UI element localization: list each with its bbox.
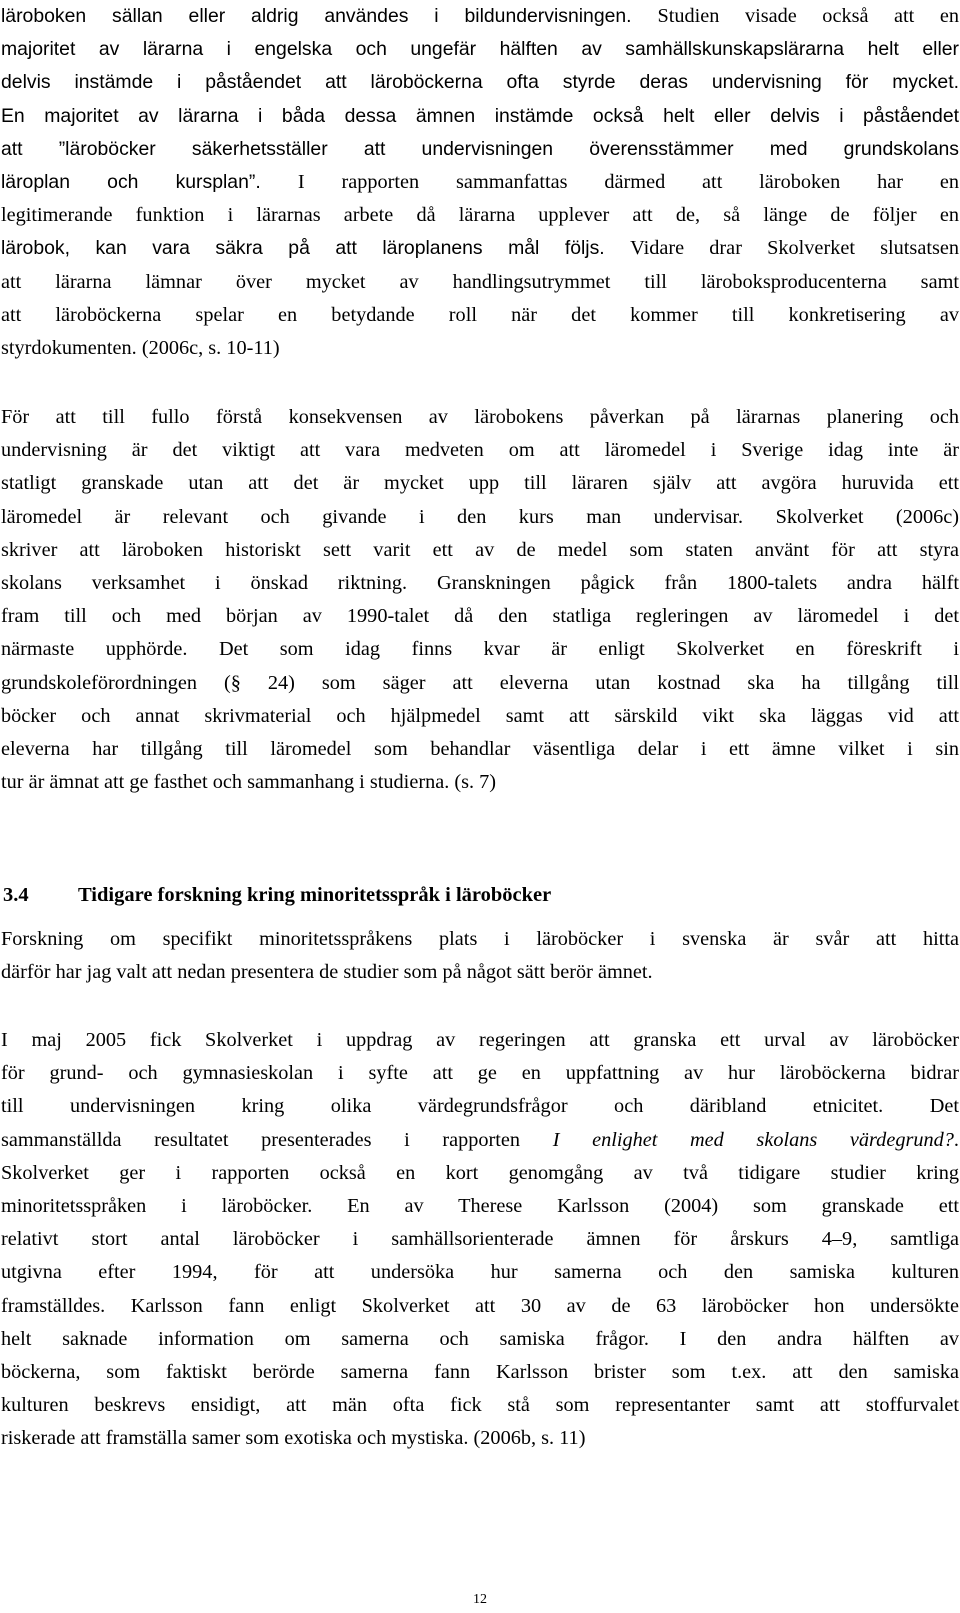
text-line bbox=[1, 1024, 959, 1057]
text-line bbox=[1, 1057, 959, 1090]
text-line bbox=[1, 534, 959, 567]
text-run: Vidare drar Skolverket slutsatsen bbox=[630, 237, 959, 260]
text-run: läroplan och kursplan”. bbox=[1, 170, 298, 193]
text-run: helt saknade information om samerna och samiska frågor. I den andra hälften av bbox=[1, 1327, 959, 1350]
text-line bbox=[1, 733, 959, 766]
section-heading bbox=[1, 878, 959, 912]
text-run: utgivna efter 1994, för att undersöka hur samerna och den samiska kulturen bbox=[1, 1261, 959, 1284]
text-run: sammanställda resultatet presenterades i rapporten bbox=[1, 1128, 553, 1151]
text-line bbox=[1, 1389, 959, 1422]
text-line bbox=[1, 266, 959, 299]
italic-title: I enlighet med skolans värdegrund? bbox=[552, 1128, 954, 1151]
text-line bbox=[1, 600, 959, 633]
text-line bbox=[1, 332, 959, 365]
text-run: skriver att läroboken historiskt sett varit ett av de medel som staten använt för att styra bbox=[1, 538, 959, 561]
text-line bbox=[1, 667, 959, 700]
text-run: för grund- och gymnasieskolan i syfte att ge en uppfattning av hur läroböckerna bidrar bbox=[1, 1062, 959, 1085]
text-line bbox=[1, 1290, 959, 1323]
text-line bbox=[1, 956, 959, 989]
paragraph-1 bbox=[1, 0, 959, 365]
text-run: I maj 2005 fick Skolverket i uppdrag av regeringen att granska ett urval av läroböcker bbox=[1, 1029, 959, 1051]
text-run: . bbox=[953, 1128, 959, 1151]
text-line bbox=[1, 700, 959, 733]
text-run: att ”läroböcker säkerhetsställer att undervisningen överensstämmer med grundskolans bbox=[1, 137, 959, 160]
section-number: 3.4 bbox=[3, 884, 29, 906]
text-run: tur är ämnat att ge fasthet och sammanhang i studierna. (s. 7) bbox=[1, 771, 497, 794]
text-line bbox=[1, 923, 959, 956]
text-run: majoritet av lärarna i engelska och ungefär hälften av samhällskunskapslärarna helt eller bbox=[1, 38, 959, 61]
text-line bbox=[1, 1157, 959, 1190]
text-line bbox=[1, 1356, 959, 1389]
text-run: Skolverket ger i rapporten också en kort genomgång av två tidigare studier kring bbox=[1, 1161, 959, 1184]
paragraph-3 bbox=[1, 923, 959, 989]
text-line bbox=[1, 766, 959, 799]
text-run: styrdokumenten. (2006c, s. 10-11) bbox=[1, 336, 280, 359]
text-run: delvis instämde i påståendet att läroböckerna ofta styrde deras undervisning för mycket. bbox=[1, 71, 959, 94]
text-line bbox=[1, 1422, 959, 1455]
text-run: relativt stort antal läroböcker i samhällsorienterade ämnen för årskurs 4–9, samtliga bbox=[1, 1228, 959, 1251]
text-line bbox=[1, 232, 959, 265]
page-number: 12 bbox=[473, 1592, 487, 1607]
text-line bbox=[1, 567, 959, 600]
text-run: grundskoleförordningen (§ 24) som säger att eleverna utan kostnad ska ha tillgång till bbox=[1, 671, 959, 694]
text-line bbox=[1, 1090, 959, 1123]
text-line bbox=[1, 633, 959, 666]
section-title: Tidigare forskning kring minoritetsspråk i läroböcker bbox=[78, 884, 552, 906]
text-line bbox=[1, 166, 959, 199]
text-run: framställdes. Karlsson fann enligt Skolverket att 30 av de 63 läroböcker hon undersökte bbox=[1, 1294, 959, 1317]
text-run: skolans verksamhet i önskad riktning. Granskningen pågick från 1800-talets andra hälft bbox=[1, 571, 959, 594]
text-line bbox=[1, 1124, 959, 1157]
paragraph-4 bbox=[1, 1024, 959, 1455]
text-run: Forskning om specifikt minoritetsspråkens plats i läroböcker i svenska är svår att hitta bbox=[1, 928, 959, 950]
text-run: fram till och med början av 1990-talet då den statliga regleringen av läromedel i det bbox=[1, 605, 959, 628]
paragraph-2 bbox=[1, 401, 959, 799]
text-line bbox=[1, 0, 959, 33]
text-run: att lärarna lämnar över mycket av handlingsutrymmet till läroboksproducenterna samt bbox=[1, 270, 959, 293]
text-run: att läroböckerna spelar en betydande roll när det kommer till konkretisering av bbox=[1, 303, 959, 326]
text-line bbox=[1, 299, 959, 332]
text-line bbox=[1, 66, 959, 99]
text-run: läroboken sällan eller aldrig användes i bildundervisningen. bbox=[1, 5, 658, 27]
text-run: I rapporten sammanfattas därmed att läroboken har en bbox=[297, 170, 959, 193]
text-line bbox=[1, 1323, 959, 1356]
text-run: böcker och annat skrivmaterial och hjälpmedel samt att särskild vikt ska läggas vid att bbox=[1, 704, 959, 727]
text-run: därför har jag valt att nedan presentera de studier som på något sätt berör ämnet. bbox=[1, 961, 653, 984]
text-line bbox=[1, 1256, 959, 1289]
text-run: undervisning är det viktigt att vara medveten om att läromedel i Sverige idag inte är bbox=[1, 439, 959, 462]
text-line bbox=[1, 133, 959, 166]
text-run: En majoritet av lärarna i båda dessa ämnen instämde också helt eller delvis i påståendet bbox=[1, 104, 959, 127]
text-line bbox=[1, 33, 959, 66]
text-run: eleverna har tillgång till läromedel som behandlar väsentliga delar i ett ämne vilket i sin bbox=[1, 737, 959, 760]
text-line bbox=[1, 401, 959, 434]
text-line bbox=[1, 1223, 959, 1256]
text-run: legitimerande funktion i lärarnas arbete då lärarna upplever att de, så länge de följer en bbox=[1, 204, 959, 227]
text-run: statligt granskade utan att det är mycket upp till läraren själv att avgöra huruvida ett bbox=[1, 472, 959, 495]
text-run: riskerade att framställa samer som exotiska och mystiska. (2006b, s. 11) bbox=[1, 1427, 586, 1450]
text-run: minoritetsspråken i läroböcker. En av Therese Karlsson (2004) som granskade ett bbox=[1, 1194, 959, 1217]
text-line bbox=[1, 434, 959, 467]
text-line bbox=[1, 199, 959, 232]
text-run: läromedel är relevant och givande i den kurs man undervisar. Skolverket (2006c) bbox=[1, 505, 959, 528]
text-run: lärobok, kan vara säkra på att läroplanens mål följs. bbox=[1, 237, 631, 260]
text-run: kulturen beskrevs ensidigt, att män ofta fick stå som representanter samt att stoffurvalet bbox=[1, 1394, 959, 1417]
text-run: böckerna, som faktiskt berörde samerna fann Karlsson brister som t.ex. att den samiska bbox=[1, 1360, 959, 1383]
text-run: till undervisningen kring olika värdegrundsfrågor och däribland etnicitet. Det bbox=[1, 1095, 959, 1118]
text-line bbox=[1, 501, 959, 534]
text-line bbox=[1, 100, 959, 133]
text-run: Studien visade också att en bbox=[657, 5, 959, 27]
text-line bbox=[1, 467, 959, 500]
text-run: närmaste upphörde. Det som idag finns kvar är enligt Skolverket en föreskrift i bbox=[1, 638, 959, 661]
text-run: För att till fullo förstå konsekvensen av lärobokens påverkan på lärarnas planering och bbox=[1, 406, 959, 428]
text-line bbox=[1, 1190, 959, 1223]
